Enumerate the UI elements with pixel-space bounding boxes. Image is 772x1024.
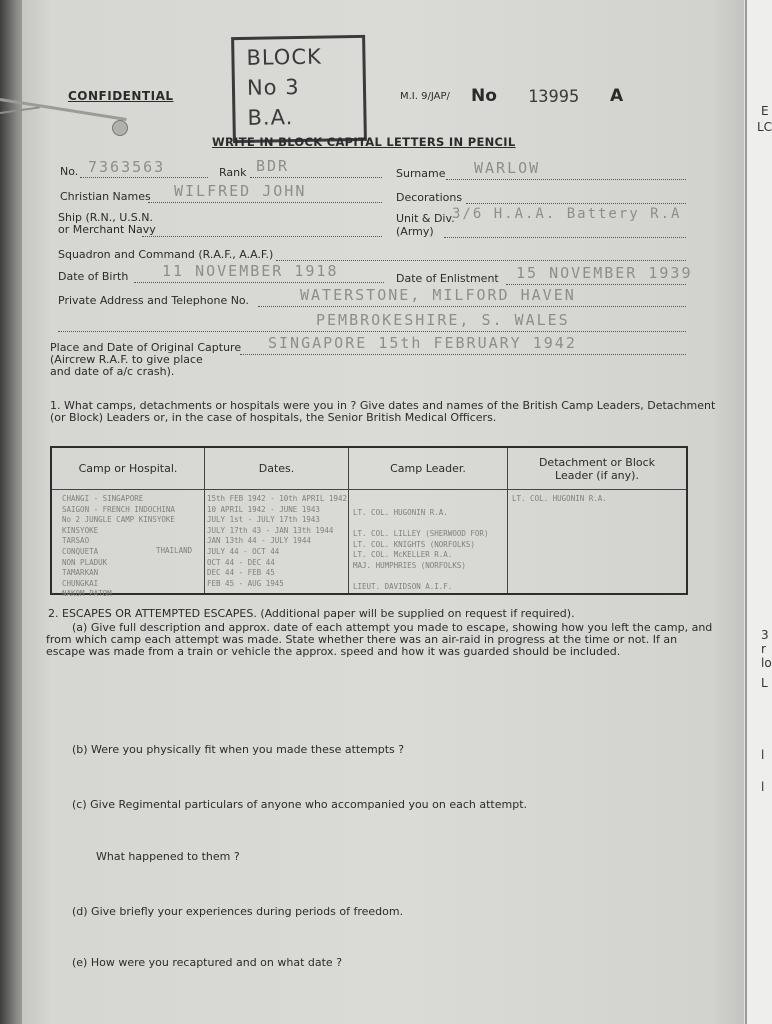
question-2c-followup: What happened to them ?: [96, 850, 240, 863]
camp-entry: NON PLADUK: [62, 557, 108, 567]
surname-value: WARLOW: [474, 159, 541, 177]
column-header-camp: Camp or Hospital.: [51, 447, 205, 490]
christian-names-value: WILFRED JOHN: [174, 182, 307, 200]
margin-char: E: [761, 104, 769, 118]
unit-line: [444, 237, 686, 238]
margin-char: 3: [761, 628, 769, 642]
date-entry: JULY 1st - JULY 17th 1943: [207, 515, 320, 525]
camp-entry: CHUNGKAI: [62, 578, 99, 588]
leader-entry: LIEUT. DAVIDSON A.I.F.: [353, 582, 453, 592]
margin-char: LC: [757, 120, 772, 134]
date-entry: OCT 44 - DEC 44: [207, 557, 275, 567]
date-entries: [207, 494, 347, 589]
form-number: 13995: [528, 87, 580, 107]
ship-line: [142, 236, 382, 237]
capture-label-3: and date of a/c crash).: [50, 365, 175, 378]
column-header-detachment: Detachment or Block Leader (if any).: [508, 447, 688, 490]
ship-label-2: or Merchant Navy: [58, 223, 156, 236]
form-suffix: A: [610, 86, 624, 106]
christian-names-line: [148, 202, 382, 203]
camp-entry: KINSYOKE: [62, 525, 99, 535]
no-line: [80, 177, 208, 178]
date-entry: FEB 45 - AUG 1945: [207, 578, 284, 588]
stamp-line: BLOCK: [246, 44, 322, 70]
surname-label: Surname: [396, 167, 446, 180]
margin-char: l: [761, 780, 765, 794]
squadron-label: Squadron and Command (R.A.F., A.A.F.): [58, 248, 274, 261]
address-value-1: WATERSTONE, MILFORD HAVEN: [300, 286, 576, 304]
dates-cell: [205, 490, 349, 595]
date-entry: 15th FEB 1942 - 10th APRIL 1942: [207, 494, 347, 503]
question-2-title: 2. ESCAPES OR ATTEMPTED ESCAPES. (Additional paper will be supplied on request if required).: [48, 607, 575, 620]
column-header-dates: Dates.: [205, 447, 349, 490]
leader-entry: [353, 572, 488, 583]
decorations-label: Decorations: [396, 191, 463, 204]
address-line-2: [58, 331, 686, 332]
question-2a-text-3: escape was made from a train or vehicle the approx. speed and how it was guarded should be included.: [46, 645, 621, 658]
column-header-camp-leader: Camp Leader.: [349, 447, 508, 490]
question-2e-text: (e) How were you recaptured and on what date ?: [72, 956, 343, 969]
capture-value: SINGAPORE 15th FEBRUARY 1942: [268, 334, 577, 352]
squadron-line: [276, 260, 686, 261]
margin-char: l: [761, 748, 765, 762]
margin-char: r: [761, 642, 766, 656]
stamp-line: B.A.: [247, 105, 294, 130]
date-entry: DEC 44 - FEB 45: [207, 568, 275, 578]
no-value: 7363563: [88, 158, 166, 176]
adjacent-page-edge: [745, 0, 772, 1024]
camp-entry: CHANGI - SINGAPORE: [62, 494, 144, 503]
leader-entry: MAJ. HUMPHRIES (NORFOLKS): [353, 560, 466, 570]
leader-entry: LT. COL. HUGONIN R.A.: [353, 508, 448, 517]
no-label: No.: [60, 165, 79, 178]
address-value-2: PEMBROKESHIRE, S. WALES: [316, 311, 570, 329]
number-label: No: [471, 86, 497, 106]
question-2c-text: (c) Give Regimental particulars of anyone who accompanied you on each attempt.: [72, 798, 528, 811]
leader-entries: [353, 508, 488, 593]
capture-label-2: (Aircrew R.A.F. to give place: [50, 353, 203, 366]
ship-label: Ship (R.N., U.S.N.: [58, 211, 153, 224]
question-1-text-2: (or Block) Leaders or, in the case of hospitals, the Senior British Medical Officers.: [50, 411, 497, 424]
capture-line: [240, 354, 686, 355]
punch-hole: [112, 120, 128, 136]
enlistment-line: [506, 284, 686, 285]
confidential-heading: CONFIDENTIAL: [68, 89, 174, 103]
leader-entry: LT. COL. KNIGHTS (NORFOLKS): [353, 539, 475, 549]
rank-value: BDR: [256, 157, 290, 175]
christian-names-label: Christian Names: [60, 190, 151, 203]
camp-entry: No 2 JUNGLE CAMP KINSYOKE: [62, 515, 175, 525]
question-2b-text: (b) Were you physically fit when you made these attempts ?: [72, 743, 405, 756]
camp-entry: TAMARKAN: [62, 568, 99, 578]
camp-entry: NAKOM PATOM: [62, 589, 112, 599]
question-2d-text: (d) Give briefly your experiences during periods of freedom.: [72, 905, 404, 918]
capture-label: Place and Date of Original Capture: [50, 341, 242, 354]
rank-label: Rank: [219, 166, 247, 179]
dob-line: [134, 282, 384, 283]
detachment-entry: LT. COL. HUGONIN R.A.: [512, 494, 607, 503]
leader-entry: LT. COL. McKELLER R.A.: [353, 550, 453, 560]
camp-cell: [51, 490, 205, 599]
address-line: [258, 306, 686, 307]
margin-char: lo: [761, 656, 772, 670]
camp-entry: SAIGON - FRENCH INDOCHINA: [62, 504, 175, 514]
date-entry: JAN 13th 44 - JULY 1944: [207, 536, 311, 546]
date-entry: JULY 44 - OCT 44: [207, 546, 280, 556]
camp-leader-cell: [349, 490, 508, 595]
address-label: Private Address and Telephone No.: [58, 294, 249, 307]
enlistment-value: 15 NOVEMBER 1939: [516, 264, 693, 282]
camp-entry: TARSAO: [62, 536, 90, 546]
block-stamp: [231, 35, 367, 143]
question-2a-text-2: from which camp each attempt was made. State whether there was an air-raid in progress at the time or not. If an: [46, 633, 678, 646]
stamp-line: No 3: [246, 74, 300, 100]
margin-char: L: [761, 676, 768, 690]
enlistment-label: Date of Enlistment: [396, 272, 499, 285]
dob-label: Date of Birth: [58, 270, 129, 283]
unit-value: 3/6 H.A.A. Battery R.A: [452, 206, 682, 222]
instruction-heading: WRITE IN BLOCK CAPITAL LETTERS IN PENCIL: [212, 135, 516, 149]
rank-line: [250, 177, 382, 178]
leader-entry: LT. COL. LILLEY (SHERWOOD FOR): [353, 529, 489, 539]
camps-table: [50, 446, 688, 599]
leader-entry: [353, 519, 488, 530]
unit-label: Unit & Div.: [396, 212, 455, 225]
camp-entry: CONQUETA: [62, 546, 99, 556]
dob-value: 11 NOVEMBER 1918: [162, 262, 339, 280]
question-2a-text: (a) Give full description and approx. date of each attempt you made to escape, showing how you left the camp, and: [72, 621, 713, 634]
date-entry: 10 APRIL 1942 - JUNE 1943: [207, 504, 320, 514]
question-1-text: 1. What camps, detachments or hospitals were you in ? Give dates and names of the British Camp Leaders, Detachment: [50, 399, 716, 412]
decorations-line: [466, 203, 686, 204]
date-entry: JULY 17th 43 - JAN 13th 1944: [207, 525, 334, 535]
unit-label-2: (Army): [396, 225, 434, 238]
form-reference: M.I. 9/JAP/: [400, 91, 450, 102]
detachment-cell: [508, 490, 688, 595]
region-label: THAILAND: [156, 546, 193, 555]
surname-line: [446, 179, 686, 180]
